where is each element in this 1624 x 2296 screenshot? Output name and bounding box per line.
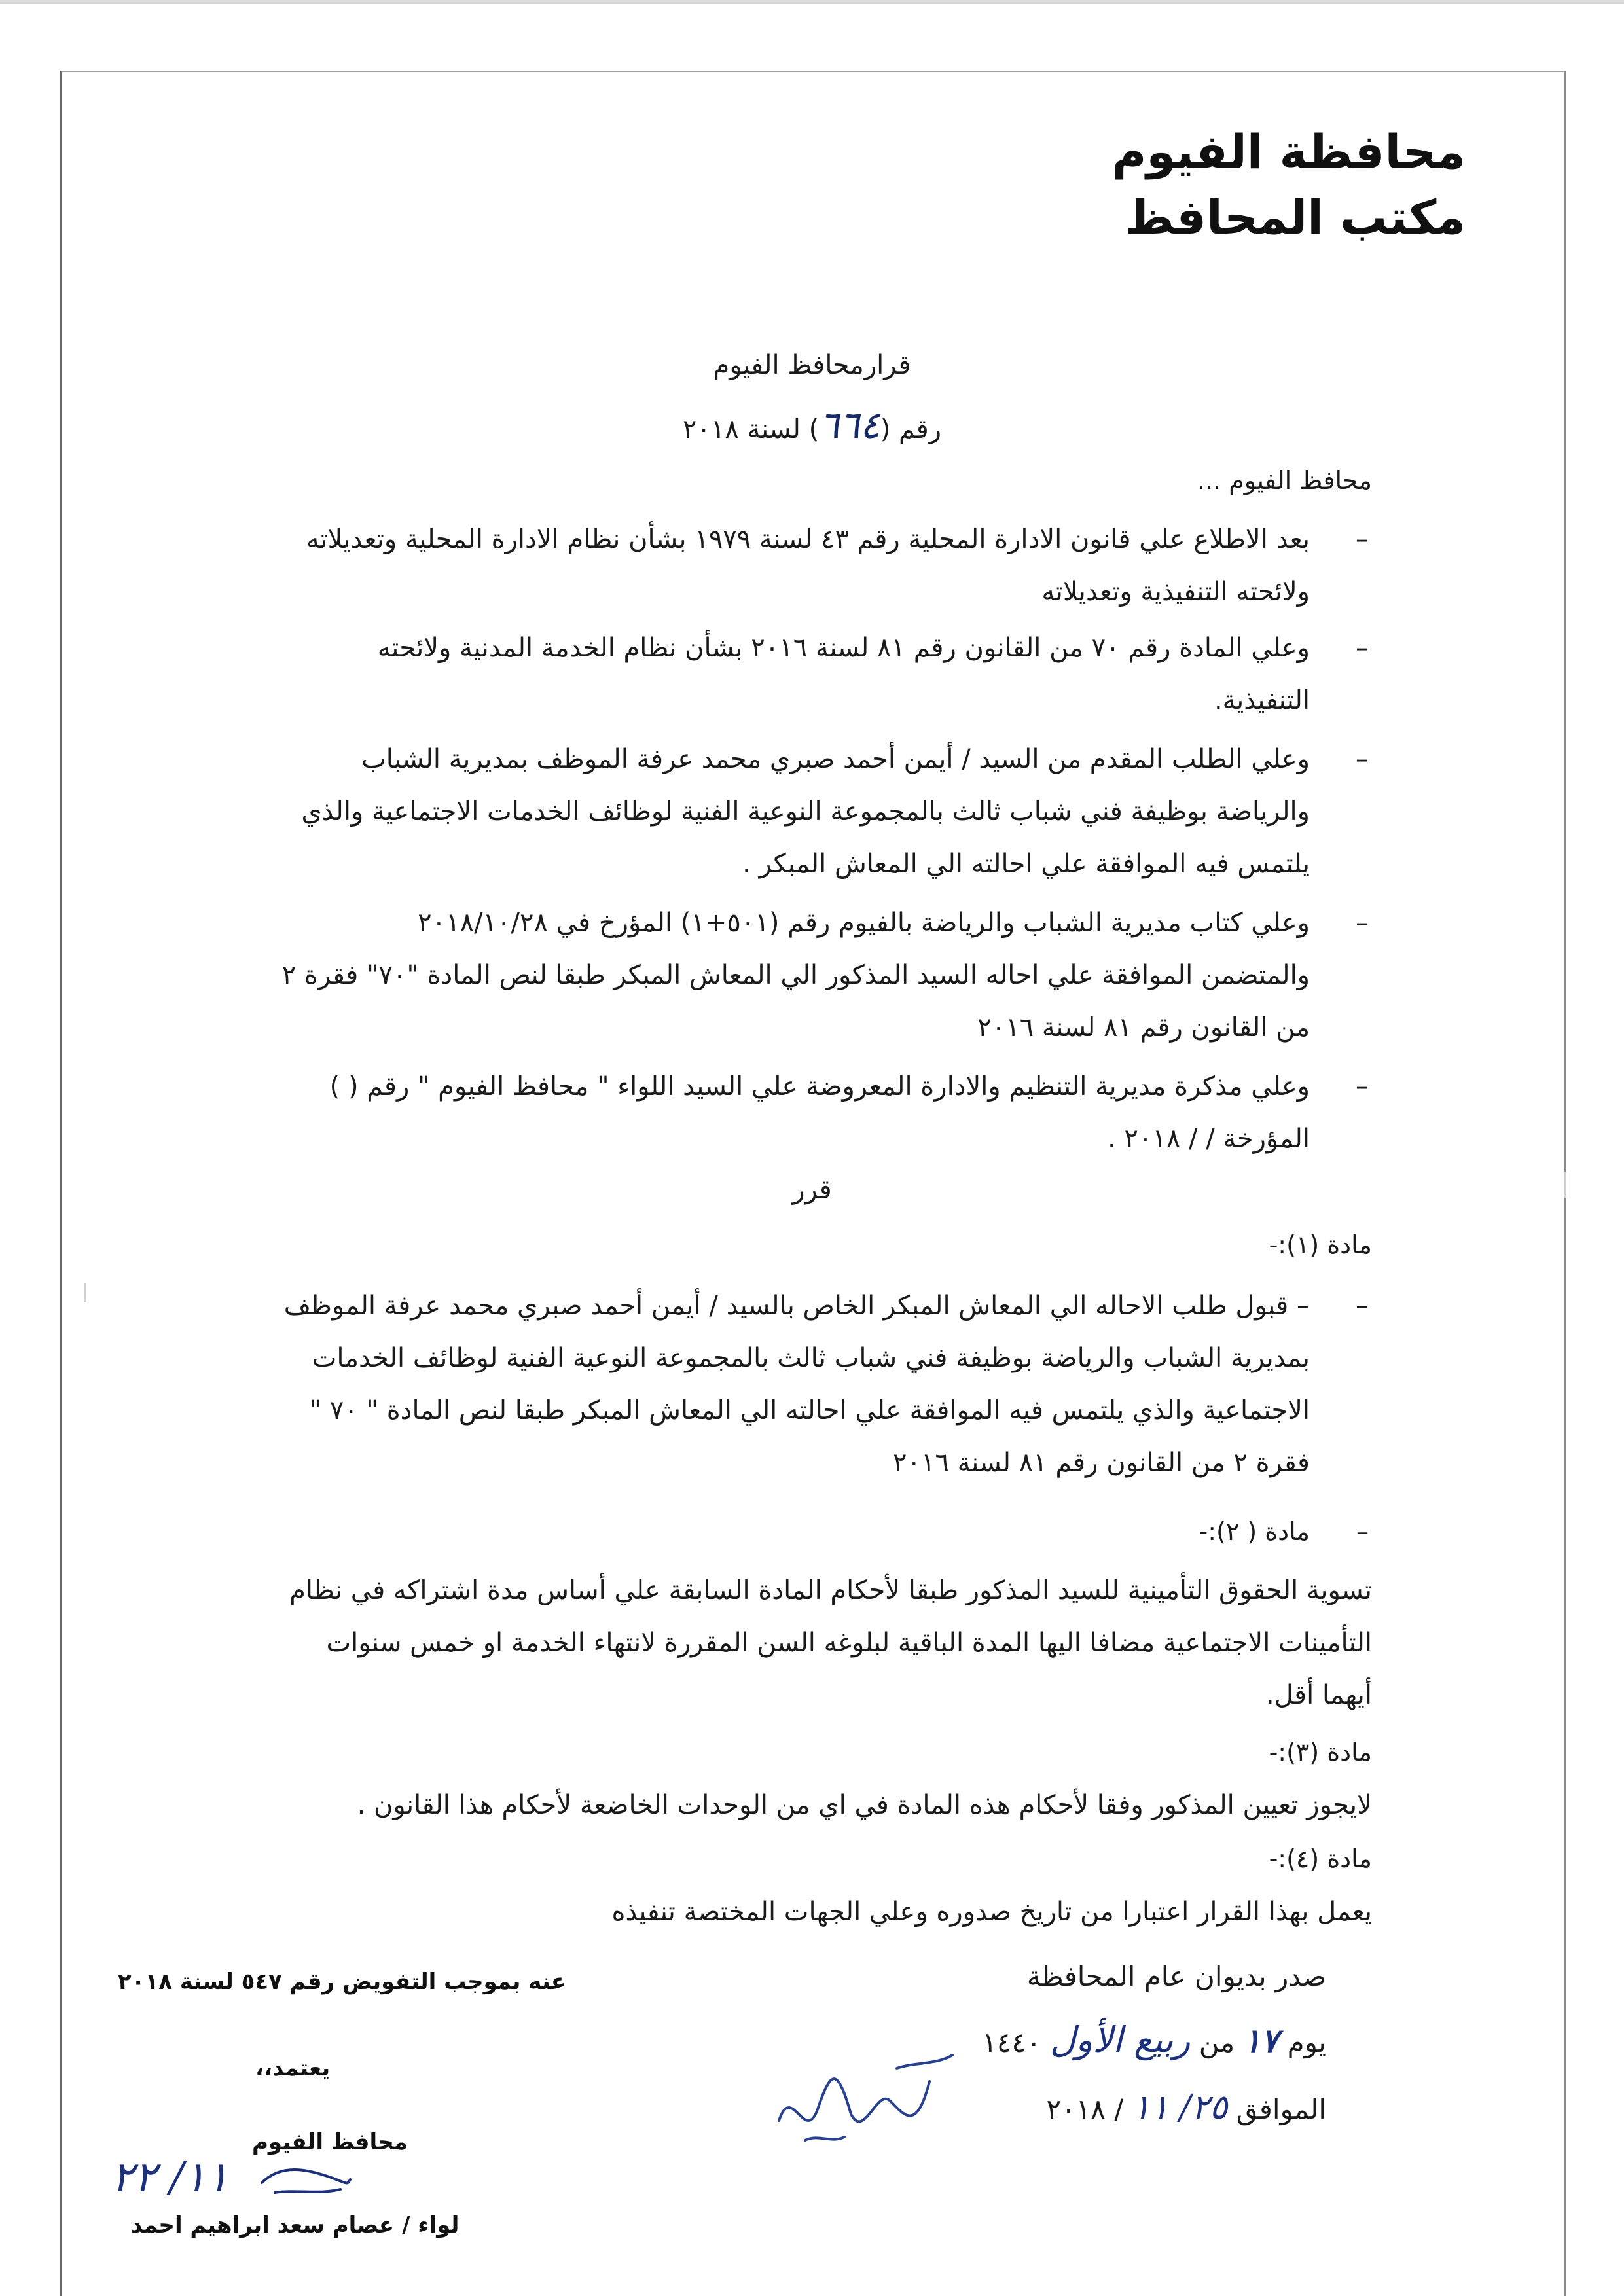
preamble-item xyxy=(276,733,1369,890)
hijri-year: ١٤٤٠ xyxy=(982,2026,1041,2058)
bullet: – xyxy=(1356,1291,1369,1321)
day-mid: من xyxy=(1199,2026,1235,2058)
issued-at: صدر بديوان عام المحافظة xyxy=(1026,1960,1326,1992)
decree-number-handwritten: ٦٦٤ xyxy=(819,403,880,447)
addressee: محافظ الفيوم ... xyxy=(1197,466,1372,495)
article-line: الاجتماعية والذي يلتمس فيه الموافقة علي احالته الي المعاش المبكر طبقا لنص المادة " ٧٠ " xyxy=(309,1395,1310,1426)
article-line: أيهما أقل. xyxy=(1266,1680,1372,1710)
approved-label: يعتمد،، xyxy=(255,2055,331,2081)
greg-date-handwritten: ٢٥/ ١١ xyxy=(1132,2088,1228,2127)
day-prefix: يوم xyxy=(1287,2026,1326,2058)
signatory-title: محافظ الفيوم xyxy=(252,2129,408,2155)
preamble-line: يلتمس فيه الموافقة علي احالته الي المعاش المبكر . xyxy=(742,849,1310,879)
decree-number-prefix: رقم ( xyxy=(880,414,942,444)
bullet: – xyxy=(1356,908,1369,938)
scan-speck xyxy=(84,1283,86,1302)
article-4-label: مادة (٤):- xyxy=(1269,1844,1372,1873)
letterhead-governorate: محافظة الفيوم xyxy=(1111,124,1466,179)
preamble-line: وعلي مذكرة مديرية التنظيم والادارة المعروضة علي السيد اللواء " محافظ الفيوم " رقم ( ) xyxy=(329,1071,1310,1102)
preamble-line: والرياضة بوظيفة فني شباب ثالث بالمجموعة النوعية الفنية لوظائف الخدمات الاجتماعية والذي xyxy=(301,797,1310,827)
article-line: فقرة ٢ من القانون رقم ٨١ لسنة ٢٠١٦ xyxy=(892,1448,1310,1478)
bullet: – xyxy=(1356,524,1369,554)
bullet: – xyxy=(1356,744,1369,774)
decided-heading: قرر xyxy=(792,1175,832,1205)
preamble-line: بعد الاطلاع علي قانون الادارة المحلية رقم ٤٣ لسنة ١٩٧٩ بشأن نظام الادارة المحلية وتعديلاته xyxy=(306,524,1310,554)
preamble-line: ولائحته التنفيذية وتعديلاته xyxy=(1041,577,1310,607)
greg-year: / ٢٠١٨ xyxy=(1046,2093,1124,2125)
article-3-text: لايجوز تعيين المذكور وفقا لأحكام هذه المادة في اي من الوحدات الخاضعة لأحكام هذا القانون . xyxy=(357,1790,1372,1820)
preamble-line: وعلي الطلب المقدم من السيد / أيمن أحمد صبري محمد عرفة الموظف بمديرية الشباب xyxy=(361,744,1310,774)
article-line: تسوية الحقوق التأمينية للسيد المذكور طبقا لأحكام المادة السابقة علي أساس مدة اشتراكه في نظام xyxy=(289,1575,1372,1605)
preamble-item xyxy=(276,1060,1369,1165)
article-3-label: مادة (٣):- xyxy=(1269,1738,1372,1767)
article-line: التأمينات الاجتماعية مضافا اليها المدة الباقية لبلوغه السن المقررة لانتهاء الخدمة او خمس سنوات xyxy=(326,1628,1372,1658)
preamble-item xyxy=(276,622,1369,726)
bullet: – xyxy=(1356,633,1369,663)
bullet: – xyxy=(1356,1517,1369,1546)
handwritten-initials-icon xyxy=(766,2042,962,2153)
preamble-line: من القانون رقم ٨١ لسنة ٢٠١٦ xyxy=(977,1013,1310,1043)
bullet: – xyxy=(1356,1071,1369,1102)
preamble-line: والمتضمن الموافقة علي احاله السيد المذكور الي المعاش المبكر طبقا لنص المادة "٧٠" فقرة ٢ xyxy=(281,960,1310,990)
decree-number xyxy=(0,403,1624,447)
decree-number-suffix: ) لسنة ٢٠١٨ xyxy=(682,414,820,444)
article-line: بمديرية الشباب والرياضة بوظيفة فني شباب ثالث بالمجموعة النوعية الفنية لوظائف الخدمات xyxy=(312,1343,1310,1373)
month-handwritten: ربيع الأول xyxy=(1049,2019,1191,2060)
article-2-label-text: مادة ( ٢):- xyxy=(1199,1517,1310,1546)
article-1-text xyxy=(276,1280,1369,1489)
preamble-line: وعلي كتاب مديرية الشباب والرياضة بالفيوم رقم (٥٠١+١) المؤرخ في ٢٠١٨/١٠/٢٨ xyxy=(418,908,1310,938)
article-2-label xyxy=(1199,1517,1369,1546)
signatory-handwritten-date: ١١/ ٢٢ xyxy=(111,2153,229,2202)
preamble-line: التنفيذية. xyxy=(1214,685,1310,715)
article-2-text xyxy=(276,1564,1372,1721)
article-4-text: يعمل بهذا القرار اعتبارا من تاريخ صدوره وعلي الجهات المختصة تنفيذه xyxy=(611,1897,1372,1927)
preamble-item xyxy=(276,897,1369,1054)
signature-stroke-icon xyxy=(255,2157,353,2202)
hijri-date xyxy=(982,2019,1326,2060)
article-1-label: مادة (١):- xyxy=(1269,1230,1372,1259)
scan-edge xyxy=(0,0,1624,4)
delegation-note: عنه بموجب التفويض رقم ٥٤٧ لسنة ٢٠١٨ xyxy=(118,1969,567,1995)
corresponding-label: الموافق xyxy=(1236,2093,1326,2125)
preamble-line: المؤرخة / / ٢٠١٨ . xyxy=(1107,1124,1310,1154)
decree-title: قرارمحافظ الفيوم xyxy=(713,350,911,380)
article-line: – قبول طلب الاحاله الي المعاش المبكر الخاص بالسيد / أيمن أحمد صبري محمد عرفة الموظف xyxy=(283,1291,1310,1321)
preamble-item xyxy=(276,513,1369,618)
letterhead-office: مكتب المحافظ xyxy=(1125,190,1466,245)
day-handwritten: ١٧ xyxy=(1243,2021,1279,2060)
signatory-name: لواء / عصام سعد ابراهيم احمد xyxy=(131,2212,460,2238)
gregorian-date xyxy=(1047,2088,1326,2127)
preamble-line: وعلي المادة رقم ٧٠ من القانون رقم ٨١ لسنة ٢٠١٦ بشأن نظام الخدمة المدنية ولائحته xyxy=(377,633,1310,663)
